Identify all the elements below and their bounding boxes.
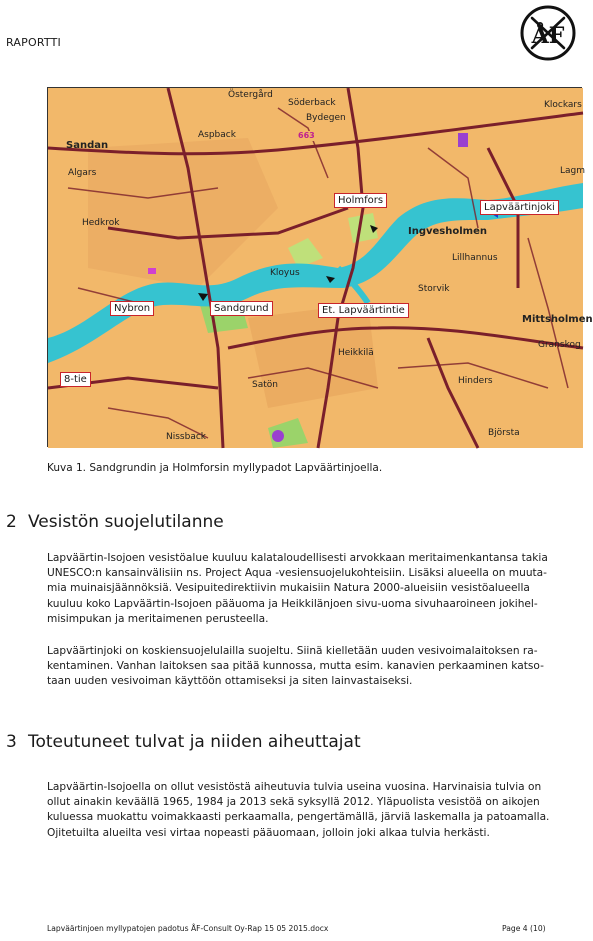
place-soderback: Söderback: [288, 98, 336, 108]
map-graphic: [48, 88, 586, 448]
label-sandgrund: Sandgrund: [210, 301, 273, 316]
road-863: 663: [298, 131, 315, 140]
section-3-title: Toteutuneet tulvat ja niiden aiheuttajat: [28, 732, 361, 752]
footer-page-number: Page 4 (10): [502, 924, 546, 933]
place-granskog: Granskog: [538, 340, 581, 350]
text-line: ollut ainakin keväällä 1965, 1984 ja 2013 sekä syksyllä 2012. Yläpuolista vesistöä on aikojen: [47, 796, 540, 809]
label-holmfors: Holmfors: [334, 193, 387, 208]
place-bjorsta: Björsta: [488, 428, 520, 438]
place-bydegen: Bydegen: [306, 113, 346, 123]
place-storvik: Storvik: [418, 284, 450, 294]
text-line: kuuluu koko Lapväärtin-Isojoen pääuoma ja Heikkilänjoen sivu-uoma sivuhaaroineen jokihel-: [47, 597, 538, 610]
label-8-tie: 8-tie: [60, 372, 91, 387]
label-et-lapvaartintie: Et. Lapväärtintie: [318, 303, 409, 318]
figure-caption: Kuva 1. Sandgrundin ja Holmforsin myllypadot Lapväärtinjoella.: [47, 462, 383, 474]
text-line: kentaminen. Vanhan laitoksen saa pitää kunnossa, mutta esim. kanavien perkaaminen katso-: [47, 660, 544, 673]
section-3-number: 3: [6, 732, 17, 752]
place-ostergard: Östergård: [228, 90, 273, 100]
section-3-paragraph-1: [47, 780, 562, 841]
place-kloyus: Kloyus: [270, 268, 300, 278]
place-lillhannus: Lillhannus: [452, 253, 498, 263]
place-algars: Algars: [68, 168, 97, 178]
text-line: Lapväärtin-Isojoella on ollut vesistöstä aiheutuvia tulvia useina vuosina. Harvinaisia tulvia on: [47, 781, 542, 793]
section-2-paragraph-2: [47, 644, 562, 690]
section-2-title: Vesistön suojelutilanne: [28, 512, 224, 532]
place-heikkila: Heikkilä: [338, 348, 374, 358]
section-3-heading: [6, 732, 361, 752]
af-logo: [520, 5, 576, 61]
map-figure: [47, 87, 593, 447]
place-klockars: Klockars: [544, 100, 582, 110]
place-aspback: Aspback: [198, 130, 236, 140]
place-lagm: Lagm: [560, 166, 586, 176]
place-hinders: Hinders: [458, 376, 493, 386]
place-sandan: Sandan: [66, 140, 109, 151]
label-lapvaartinjoki: Lapväärtinjoki: [480, 200, 559, 215]
label-nybron: Nybron: [110, 301, 154, 316]
footer-document-name: Lapväärtinjoen myllypatojen padotus ÅF-Consult Oy-Rap 15 05 2015.docx: [47, 924, 329, 933]
place-hedkrok: Hedkrok: [82, 218, 120, 228]
place-ingvesholmen: Ingvesholmen: [408, 226, 487, 237]
logo-text: ÅF: [531, 23, 565, 49]
section-2-heading: [6, 512, 224, 532]
text-line: Lapväärtin-Isojoen vesistöalue kuuluu kalataloudellisesti arvokkaan meritaimenkantansa takia: [47, 552, 548, 564]
text-line: UNESCO:n kansainvälisiin ns. Project Aqua -vesiensuojelukohteisiin. Lisäksi alueella on muuta-: [47, 567, 548, 580]
text-line: Ojitetuilta alueilta vesi virtaa nopeasti pääuomaan, jolloin joki alkaa tulvia herkästi.: [47, 826, 490, 839]
place-saton: Satön: [252, 380, 278, 390]
text-line: taan uuden vesivoiman käyttöön ottamiseksi ja siten lainvastaiseksi.: [47, 675, 413, 688]
section-2-number: 2: [6, 512, 17, 532]
place-mittsholmen: Mittsholmen: [522, 314, 593, 325]
text-line: Lapväärtinjoki on koskiensuojelulailla suojeltu. Siinä kielletään uuden vesivoimalaitoksen ra-: [47, 645, 538, 657]
text-line: kuluessa muokattu voimakkaasti perkaamalla, pengertämällä, järviä laskemalla ja patoamalla.: [47, 811, 550, 824]
text-line: mia muinaisjäännöksiä. Vesipuitedirektiivin mukaisiin Natura 2000-alueisiin vesistöalueella: [47, 582, 530, 595]
text-line: misimpukan ja meritaimenen perusteella.: [47, 612, 269, 625]
section-2-paragraph-1: [47, 551, 562, 627]
place-nissback: Nissback: [166, 432, 206, 442]
report-header: RAPORTTI: [6, 36, 61, 49]
